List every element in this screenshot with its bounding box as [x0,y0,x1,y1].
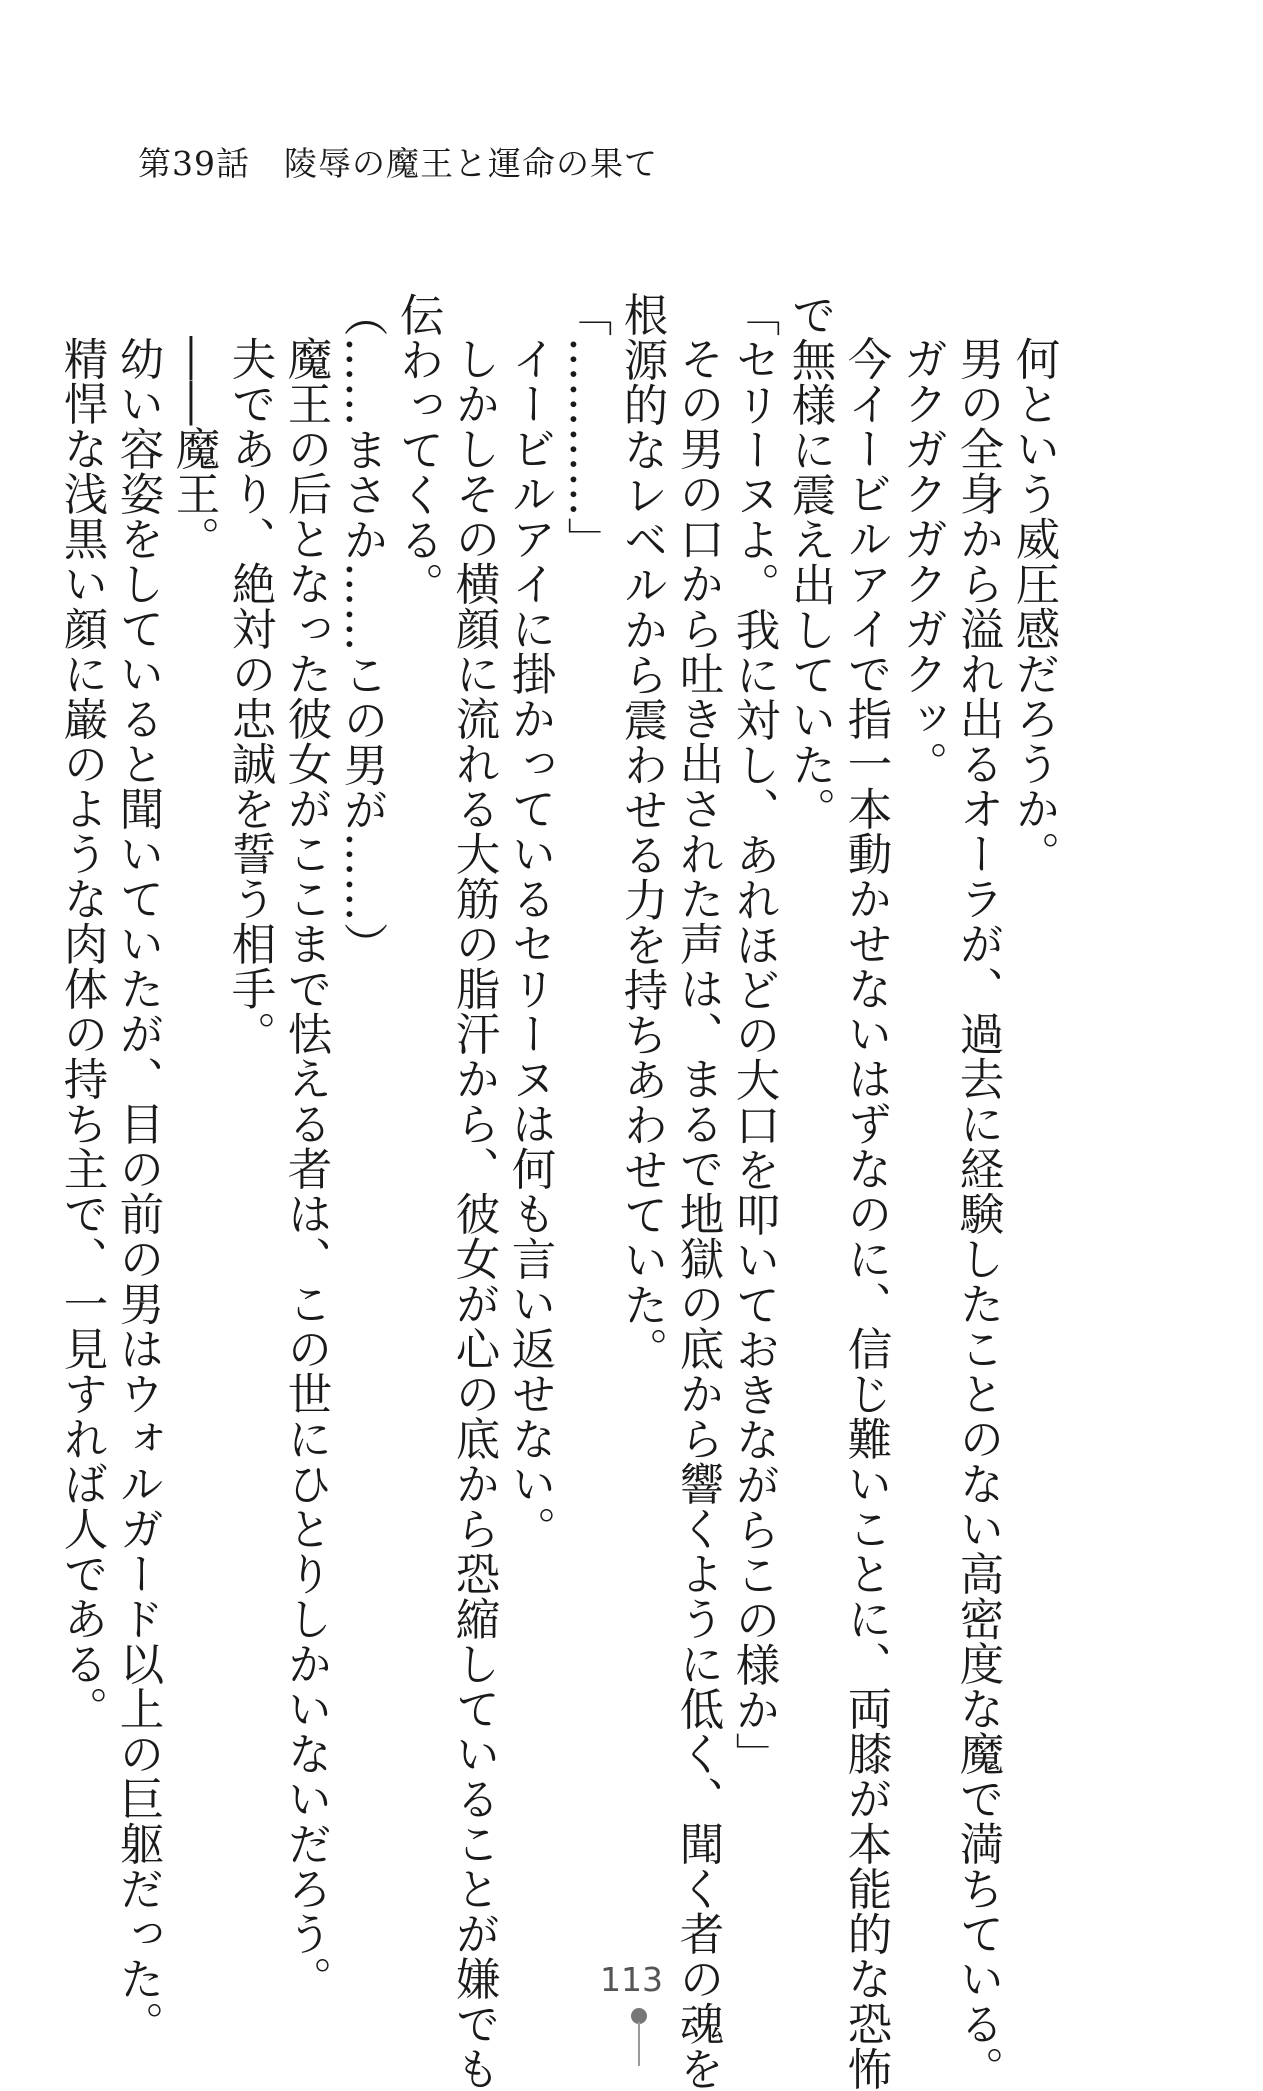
paragraph-line: その男の口から吐き出された声は、まるで地獄の底から響くように低く、聞く者の魂を [672,336,723,2091]
page-number: 113 [600,1960,663,1999]
paragraph-line: 夫であり、絶対の忠誠を誓う相手。 [224,336,275,1056]
paragraph-line: ガクガクガクガクッ。 [896,336,947,786]
paragraph-line: 今イービルアイで指一本動かせないはずなのに、信じ難いことに、両膝が本能的な恐怖 [840,336,891,2091]
paragraph-line: 何という威圧感だろうか。 [1008,336,1059,876]
dialogue-line: 「…………」 [560,292,611,562]
paragraph-line: 魔王の后となった彼女がここまで怯える者は、この世にひとりしかいないだろう。 [280,336,331,2001]
paragraph-line: ――魔王。 [168,336,219,561]
paragraph-line: しかしその横顔に流れる大筋の脂汗から、彼女が心の底から恐縮していることが嫌でも [448,336,499,2091]
paragraph-line: 精悍な浅黒い顔に巌のような肉体の持ち主で、一見すれば人である。 [56,336,107,1731]
dialogue-line: 「セリーヌよ。我に対し、あれほどの大口を叩いておきながらこの様か」 [728,292,779,1777]
paragraph-line: イービルアイに掛かっているセリーヌは何も言い返せない。 [504,336,555,1551]
paragraph-line: で無様に震え出していた。 [784,292,835,832]
chapter-title: 第39話 陵辱の魔王と運命の果て [138,144,658,183]
page-marker-line [638,2022,640,2066]
paragraph-line: 根源的なレベルから震わせる力を持ちあわせていた。 [616,292,667,1372]
paragraph-line: 男の全身から溢れ出るオーラが、過去に経験したことのない高密度な魔で満ちている。 [952,336,1003,2091]
paragraph-line: 伝わってくる。 [392,292,443,607]
paragraph-line: 幼い容姿をしていると聞いていたが、目の前の男はウォルガード以上の巨躯だった。 [112,336,163,2046]
thought-line: （……まさか……この男が……） [336,292,387,967]
